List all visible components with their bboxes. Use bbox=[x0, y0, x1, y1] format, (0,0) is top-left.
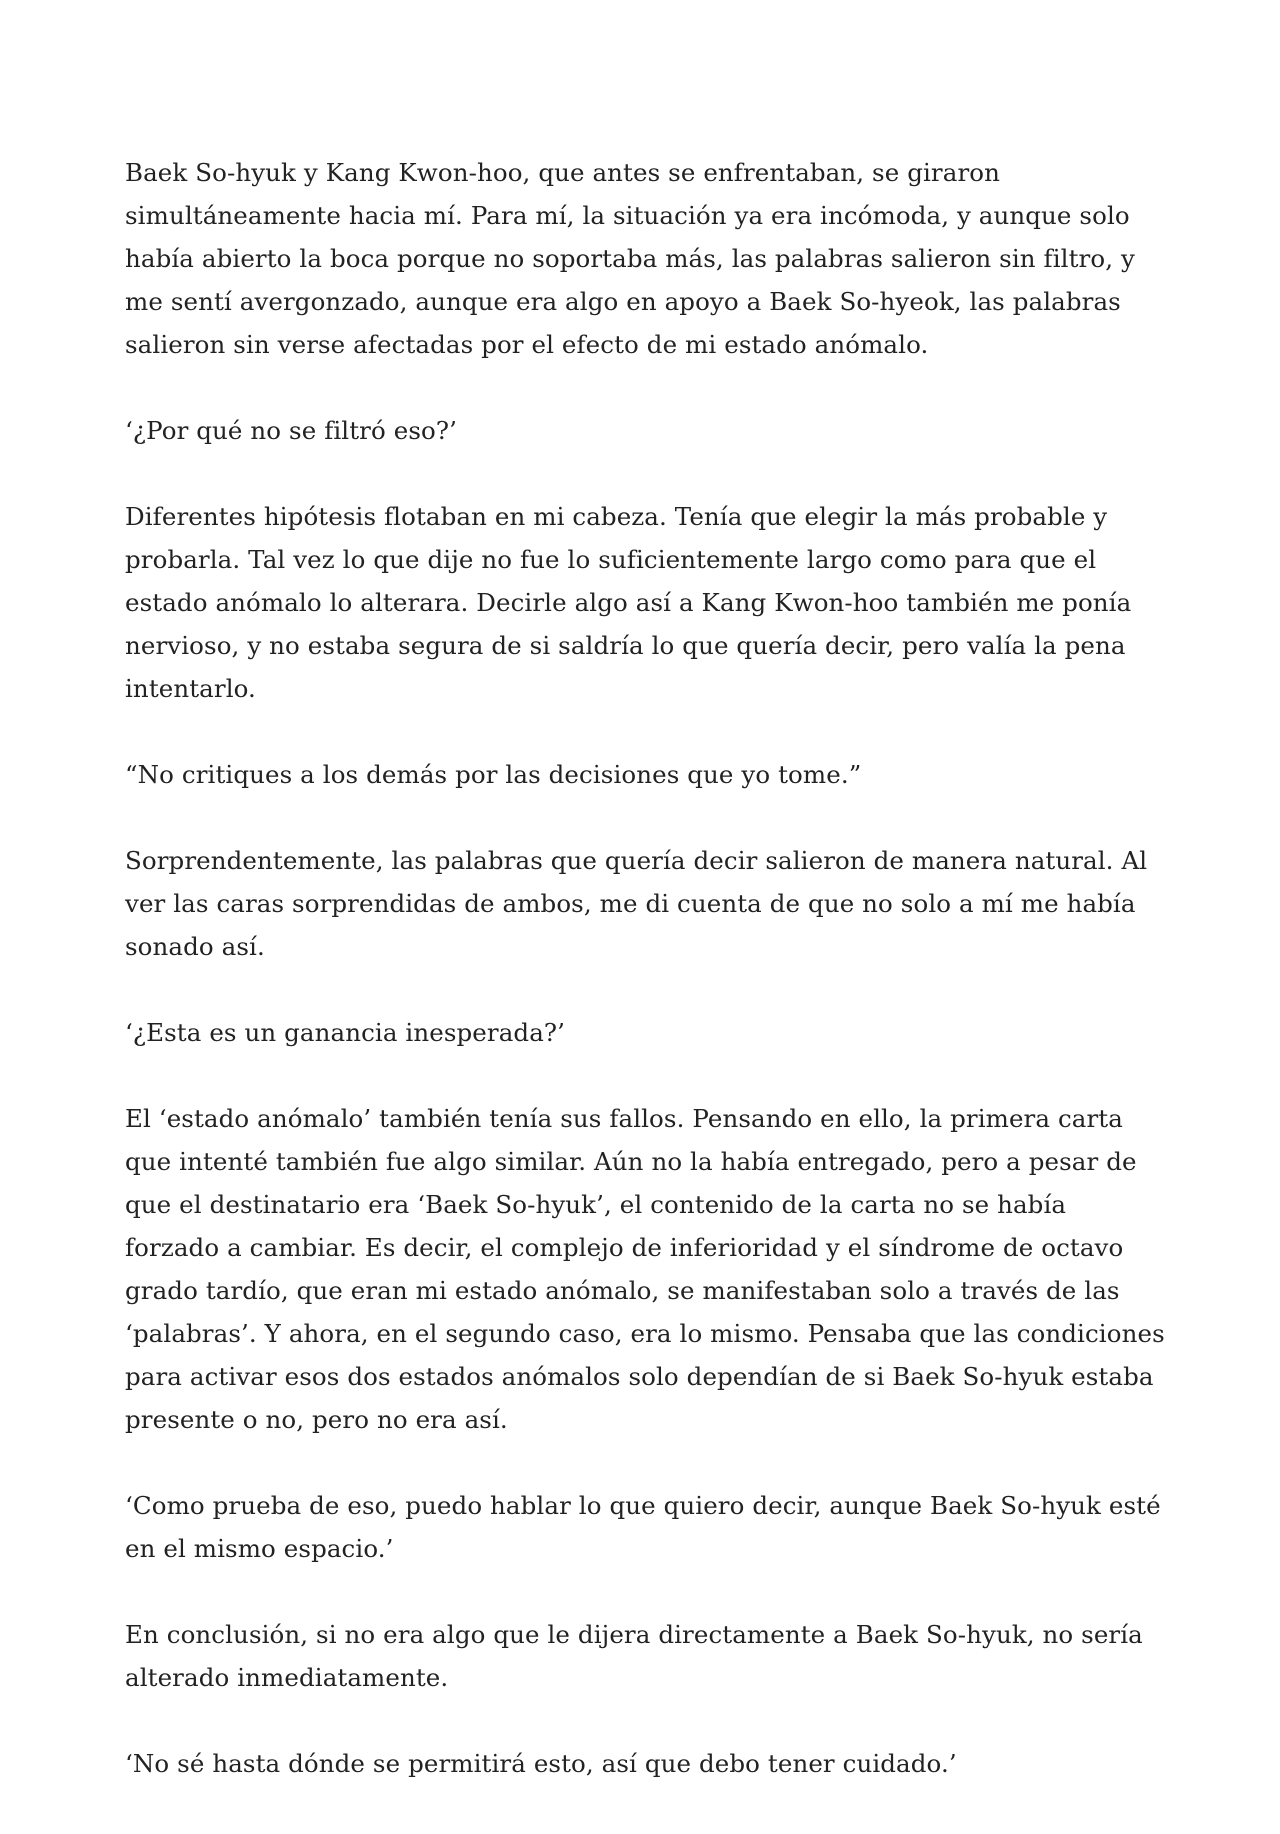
paragraph: Sorprendentemente, las palabras que quería decir salieron de manera natural. Al ver las caras sorprendidas de ambos, me di cuenta de que no solo a mí me había sonado así. bbox=[125, 846, 1148, 961]
paragraph: Diferentes hipótesis flotaban en mi cabeza. Tenía que elegir la más probable y probarla. Tal vez lo que dije no fue lo suficientemente largo como para que el estado anómalo lo alterara. Decirle algo así a Kang Kwon-hoo también me ponía nervioso, y no estaba segura de si saldría lo que quería decir, pero valía la pena intentarlo. bbox=[125, 502, 1132, 703]
paragraph: En conclusión, si no era algo que le dijera directamente a Baek So-hyuk, no sería alterado inmediatamente. bbox=[125, 1620, 1143, 1692]
paragraph: Baek So-hyuk y Kang Kwon-hoo, que antes se enfrentaban, se giraron simultáneamente hacia mí. Para mí, la situación ya era incómoda, y aunque solo había abierto la boca porque no soportaba más, las palabras salieron sin filtro, y me sentí avergonzado, aunque era algo en apoyo a Baek So-hyeok, las palabras salieron sin verse afectadas por el efecto de mi estado anómalo. bbox=[125, 158, 1135, 359]
paragraph: El ‘estado anómalo’ también tenía sus fallos. Pensando en ello, la primera carta que intenté también fue algo similar. Aún no la había entregado, pero a pesar de que el destinatario era ‘Baek So-hyuk’, el contenido de la carta no se había forzado a cambiar. Es decir, el complejo de inferioridad y el síndrome de octavo grado tardío, que eran mi estado anómalo, se manifestaban solo a través de las ‘palabras’. Y ahora, en el segundo caso, era lo mismo. Pensaba que las condiciones para activar esos dos estados anómalos solo dependían de si Baek So-hyuk estaba presente o no, pero no era así. bbox=[125, 1104, 1165, 1434]
paragraph: ‘¿Esta es un ganancia inesperada?’ bbox=[125, 1018, 566, 1047]
paragraph: “No critiques a los demás por las decisiones que yo tome.” bbox=[125, 760, 862, 789]
paragraph: ‘¿Por qué no se filtró eso?’ bbox=[125, 416, 457, 445]
paragraph: ‘No sé hasta dónde se permitirá esto, así que debo tener cuidado.’ bbox=[125, 1749, 957, 1778]
paragraph: ‘Como prueba de eso, puedo hablar lo que quiero decir, aunque Baek So-hyuk esté en el mismo espacio.’ bbox=[125, 1491, 1161, 1563]
document-body bbox=[125, 151, 1165, 1785]
